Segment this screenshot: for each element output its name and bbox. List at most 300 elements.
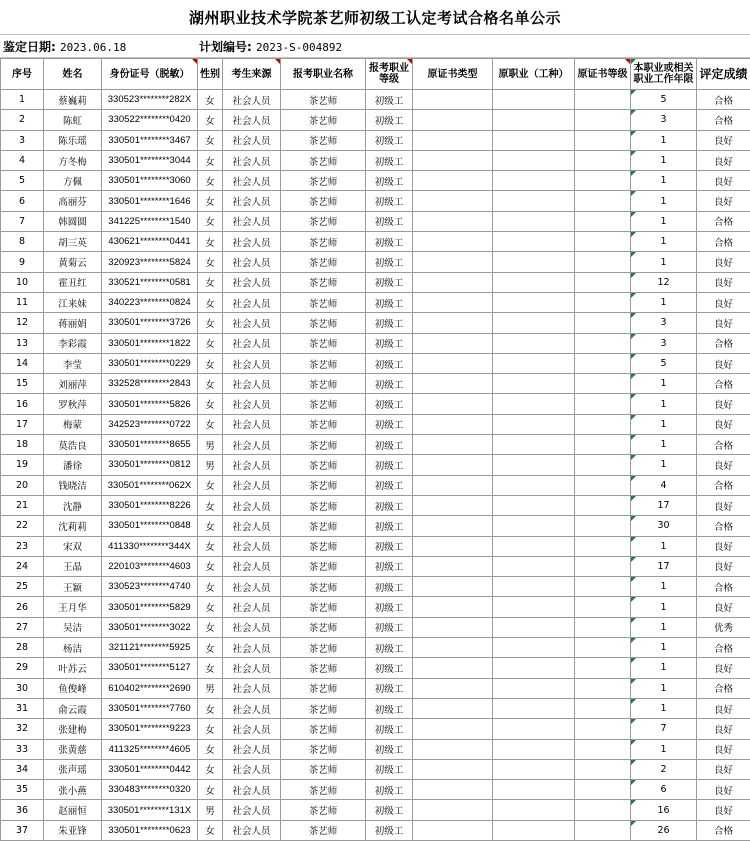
cell-orig-cert-level[interactable]	[575, 739, 631, 759]
cell-orig-cert-level[interactable]	[575, 414, 631, 434]
cell-result[interactable]: 良好	[697, 536, 750, 556]
cell-occupation[interactable]: 茶艺师	[281, 617, 366, 637]
cell-id-number[interactable]: 330501********0623	[102, 820, 198, 840]
cell-orig-cert-type[interactable]	[413, 698, 493, 718]
cell-level[interactable]: 初级工	[366, 272, 413, 292]
cell-index[interactable]: 16	[1, 394, 44, 414]
cell-orig-cert-type[interactable]	[413, 759, 493, 779]
cell-level[interactable]: 初级工	[366, 597, 413, 617]
cell-work-years[interactable]: 17	[631, 556, 697, 576]
cell-orig-cert-type[interactable]	[413, 414, 493, 434]
cell-gender[interactable]: 男	[198, 455, 223, 475]
cell-level[interactable]: 初级工	[366, 414, 413, 434]
cell-work-years[interactable]: 1	[631, 435, 697, 455]
cell-occupation[interactable]: 茶艺师	[281, 150, 366, 170]
cell-index[interactable]: 26	[1, 597, 44, 617]
cell-work-years[interactable]: 1	[631, 191, 697, 211]
cell-orig-cert-level[interactable]	[575, 516, 631, 536]
cell-gender[interactable]: 女	[198, 252, 223, 272]
cell-orig-cert-type[interactable]	[413, 232, 493, 252]
cell-name[interactable]: 张小燕	[44, 780, 102, 800]
cell-orig-occupation[interactable]	[493, 556, 575, 576]
cell-orig-cert-level[interactable]	[575, 232, 631, 252]
cell-source[interactable]: 社会人员	[223, 516, 281, 536]
cell-name[interactable]: 潘徐	[44, 455, 102, 475]
cell-source[interactable]: 社会人员	[223, 150, 281, 170]
cell-occupation[interactable]: 茶艺师	[281, 719, 366, 739]
cell-gender[interactable]: 女	[198, 374, 223, 394]
cell-id-number[interactable]: 342523********0722	[102, 414, 198, 434]
cell-name[interactable]: 陈虹	[44, 110, 102, 130]
cell-source[interactable]: 社会人员	[223, 455, 281, 475]
cell-name[interactable]: 韩圆圆	[44, 211, 102, 231]
cell-name[interactable]: 王晶	[44, 556, 102, 576]
cell-result[interactable]: 良好	[697, 130, 750, 150]
cell-orig-occupation[interactable]	[493, 536, 575, 556]
cell-orig-cert-level[interactable]	[575, 110, 631, 130]
cell-index[interactable]: 21	[1, 495, 44, 515]
cell-name[interactable]: 吴洁	[44, 617, 102, 637]
cell-name[interactable]: 蔡巍莉	[44, 90, 102, 110]
cell-source[interactable]: 社会人员	[223, 495, 281, 515]
cell-name[interactable]: 高丽芬	[44, 191, 102, 211]
cell-result[interactable]: 良好	[697, 394, 750, 414]
cell-name[interactable]: 罗秋萍	[44, 394, 102, 414]
cell-index[interactable]: 29	[1, 658, 44, 678]
cell-work-years[interactable]: 5	[631, 353, 697, 373]
cell-gender[interactable]: 女	[198, 719, 223, 739]
cell-id-number[interactable]: 330501********131X	[102, 800, 198, 820]
cell-gender[interactable]: 女	[198, 333, 223, 353]
cell-source[interactable]: 社会人员	[223, 597, 281, 617]
cell-level[interactable]: 初级工	[366, 516, 413, 536]
cell-result[interactable]: 良好	[697, 191, 750, 211]
cell-orig-cert-level[interactable]	[575, 638, 631, 658]
cell-id-number[interactable]: 330501********1646	[102, 191, 198, 211]
cell-occupation[interactable]: 茶艺师	[281, 292, 366, 312]
cell-index[interactable]: 3	[1, 130, 44, 150]
cell-orig-cert-level[interactable]	[575, 211, 631, 231]
cell-index[interactable]: 14	[1, 353, 44, 373]
cell-gender[interactable]: 女	[198, 820, 223, 840]
cell-name[interactable]: 俞云霞	[44, 698, 102, 718]
cell-work-years[interactable]: 1	[631, 252, 697, 272]
cell-source[interactable]: 社会人员	[223, 232, 281, 252]
cell-level[interactable]: 初级工	[366, 252, 413, 272]
cell-orig-cert-level[interactable]	[575, 313, 631, 333]
cell-index[interactable]: 22	[1, 516, 44, 536]
cell-source[interactable]: 社会人员	[223, 759, 281, 779]
cell-occupation[interactable]: 茶艺师	[281, 374, 366, 394]
cell-id-number[interactable]: 330501********3022	[102, 617, 198, 637]
cell-level[interactable]: 初级工	[366, 820, 413, 840]
cell-level[interactable]: 初级工	[366, 150, 413, 170]
cell-work-years[interactable]: 1	[631, 739, 697, 759]
cell-source[interactable]: 社会人员	[223, 211, 281, 231]
cell-occupation[interactable]: 茶艺师	[281, 698, 366, 718]
cell-orig-occupation[interactable]	[493, 252, 575, 272]
cell-result[interactable]: 合格	[697, 678, 750, 698]
cell-gender[interactable]: 男	[198, 435, 223, 455]
cell-gender[interactable]: 男	[198, 678, 223, 698]
cell-orig-cert-type[interactable]	[413, 394, 493, 414]
cell-result[interactable]: 优秀	[697, 617, 750, 637]
cell-id-number[interactable]: 430621********0441	[102, 232, 198, 252]
cell-source[interactable]: 社会人员	[223, 374, 281, 394]
cell-level[interactable]: 初级工	[366, 394, 413, 414]
cell-index[interactable]: 15	[1, 374, 44, 394]
cell-occupation[interactable]: 茶艺师	[281, 333, 366, 353]
cell-level[interactable]: 初级工	[366, 90, 413, 110]
cell-result[interactable]: 良好	[697, 495, 750, 515]
cell-index[interactable]: 8	[1, 232, 44, 252]
cell-orig-cert-type[interactable]	[413, 516, 493, 536]
cell-id-number[interactable]: 330501********3060	[102, 171, 198, 191]
cell-level[interactable]: 初级工	[366, 698, 413, 718]
cell-orig-cert-level[interactable]	[575, 617, 631, 637]
cell-level[interactable]: 初级工	[366, 617, 413, 637]
cell-result[interactable]: 良好	[697, 353, 750, 373]
cell-gender[interactable]: 女	[198, 211, 223, 231]
cell-orig-cert-type[interactable]	[413, 617, 493, 637]
cell-name[interactable]: 梅蒙	[44, 414, 102, 434]
cell-name[interactable]: 宋双	[44, 536, 102, 556]
cell-occupation[interactable]: 茶艺师	[281, 800, 366, 820]
cell-name[interactable]: 赵丽恒	[44, 800, 102, 820]
cell-gender[interactable]: 女	[198, 658, 223, 678]
cell-id-number[interactable]: 330501********062X	[102, 475, 198, 495]
cell-index[interactable]: 34	[1, 759, 44, 779]
cell-level[interactable]: 初级工	[366, 374, 413, 394]
cell-orig-cert-level[interactable]	[575, 475, 631, 495]
cell-orig-cert-level[interactable]	[575, 333, 631, 353]
cell-source[interactable]: 社会人员	[223, 820, 281, 840]
cell-id-number[interactable]: 330501********1822	[102, 333, 198, 353]
cell-work-years[interactable]: 3	[631, 333, 697, 353]
cell-work-years[interactable]: 7	[631, 719, 697, 739]
cell-orig-cert-level[interactable]	[575, 678, 631, 698]
cell-result[interactable]: 合格	[697, 435, 750, 455]
cell-orig-cert-type[interactable]	[413, 171, 493, 191]
cell-orig-cert-type[interactable]	[413, 191, 493, 211]
cell-id-number[interactable]: 330523********4740	[102, 577, 198, 597]
cell-source[interactable]: 社会人员	[223, 394, 281, 414]
cell-work-years[interactable]: 2	[631, 759, 697, 779]
cell-work-years[interactable]: 1	[631, 414, 697, 434]
cell-orig-cert-level[interactable]	[575, 90, 631, 110]
cell-index[interactable]: 6	[1, 191, 44, 211]
cell-orig-cert-type[interactable]	[413, 597, 493, 617]
cell-work-years[interactable]: 1	[631, 678, 697, 698]
cell-orig-occupation[interactable]	[493, 658, 575, 678]
cell-occupation[interactable]: 茶艺师	[281, 739, 366, 759]
cell-work-years[interactable]: 1	[631, 577, 697, 597]
cell-level[interactable]: 初级工	[366, 333, 413, 353]
cell-id-number[interactable]: 330501********5829	[102, 597, 198, 617]
cell-level[interactable]: 初级工	[366, 455, 413, 475]
cell-source[interactable]: 社会人员	[223, 435, 281, 455]
cell-gender[interactable]: 女	[198, 90, 223, 110]
cell-result[interactable]: 合格	[697, 577, 750, 597]
cell-orig-cert-level[interactable]	[575, 658, 631, 678]
cell-id-number[interactable]: 330522********0420	[102, 110, 198, 130]
cell-result[interactable]: 合格	[697, 638, 750, 658]
cell-index[interactable]: 37	[1, 820, 44, 840]
cell-gender[interactable]: 女	[198, 171, 223, 191]
cell-name[interactable]: 张黄慈	[44, 739, 102, 759]
cell-work-years[interactable]: 1	[631, 292, 697, 312]
cell-work-years[interactable]: 1	[631, 211, 697, 231]
cell-level[interactable]: 初级工	[366, 292, 413, 312]
cell-occupation[interactable]: 茶艺师	[281, 455, 366, 475]
cell-orig-occupation[interactable]	[493, 516, 575, 536]
cell-occupation[interactable]: 茶艺师	[281, 232, 366, 252]
cell-occupation[interactable]: 茶艺师	[281, 536, 366, 556]
cell-index[interactable]: 19	[1, 455, 44, 475]
cell-occupation[interactable]: 茶艺师	[281, 191, 366, 211]
cell-work-years[interactable]: 4	[631, 475, 697, 495]
cell-occupation[interactable]: 茶艺师	[281, 353, 366, 373]
cell-orig-cert-level[interactable]	[575, 780, 631, 800]
cell-index[interactable]: 36	[1, 800, 44, 820]
cell-gender[interactable]: 女	[198, 739, 223, 759]
cell-orig-cert-level[interactable]	[575, 130, 631, 150]
cell-source[interactable]: 社会人员	[223, 333, 281, 353]
cell-source[interactable]: 社会人员	[223, 556, 281, 576]
cell-result[interactable]: 良好	[697, 252, 750, 272]
cell-level[interactable]: 初级工	[366, 353, 413, 373]
cell-gender[interactable]: 女	[198, 597, 223, 617]
cell-occupation[interactable]: 茶艺师	[281, 110, 366, 130]
cell-index[interactable]: 5	[1, 171, 44, 191]
cell-id-number[interactable]: 330501********0812	[102, 455, 198, 475]
cell-gender[interactable]: 女	[198, 110, 223, 130]
cell-source[interactable]: 社会人员	[223, 292, 281, 312]
cell-orig-occupation[interactable]	[493, 800, 575, 820]
cell-index[interactable]: 33	[1, 739, 44, 759]
cell-orig-cert-type[interactable]	[413, 292, 493, 312]
cell-occupation[interactable]: 茶艺师	[281, 556, 366, 576]
cell-orig-occupation[interactable]	[493, 171, 575, 191]
cell-occupation[interactable]: 茶艺师	[281, 130, 366, 150]
cell-result[interactable]: 合格	[697, 820, 750, 840]
cell-level[interactable]: 初级工	[366, 211, 413, 231]
cell-id-number[interactable]: 330501********0442	[102, 759, 198, 779]
cell-name[interactable]: 叶苏云	[44, 658, 102, 678]
cell-orig-cert-type[interactable]	[413, 556, 493, 576]
cell-orig-cert-type[interactable]	[413, 333, 493, 353]
cell-index[interactable]: 18	[1, 435, 44, 455]
cell-orig-occupation[interactable]	[493, 617, 575, 637]
cell-id-number[interactable]: 321121********5925	[102, 638, 198, 658]
cell-result[interactable]: 良好	[697, 556, 750, 576]
cell-level[interactable]: 初级工	[366, 638, 413, 658]
cell-occupation[interactable]: 茶艺师	[281, 90, 366, 110]
cell-id-number[interactable]: 610402********2690	[102, 678, 198, 698]
cell-level[interactable]: 初级工	[366, 191, 413, 211]
cell-work-years[interactable]: 1	[631, 698, 697, 718]
cell-source[interactable]: 社会人员	[223, 658, 281, 678]
cell-result[interactable]: 良好	[697, 780, 750, 800]
cell-orig-occupation[interactable]	[493, 394, 575, 414]
cell-name[interactable]: 李彩霞	[44, 333, 102, 353]
cell-name[interactable]: 李莹	[44, 353, 102, 373]
cell-index[interactable]: 30	[1, 678, 44, 698]
cell-orig-cert-type[interactable]	[413, 780, 493, 800]
cell-name[interactable]: 方冬梅	[44, 150, 102, 170]
cell-orig-cert-level[interactable]	[575, 800, 631, 820]
cell-source[interactable]: 社会人员	[223, 414, 281, 434]
cell-source[interactable]: 社会人员	[223, 739, 281, 759]
cell-orig-cert-level[interactable]	[575, 252, 631, 272]
cell-orig-occupation[interactable]	[493, 130, 575, 150]
cell-orig-cert-level[interactable]	[575, 272, 631, 292]
cell-result[interactable]: 良好	[697, 272, 750, 292]
cell-gender[interactable]: 女	[198, 150, 223, 170]
cell-orig-cert-type[interactable]	[413, 211, 493, 231]
cell-orig-cert-type[interactable]	[413, 638, 493, 658]
cell-name[interactable]: 莫浩良	[44, 435, 102, 455]
cell-id-number[interactable]: 330501********9223	[102, 719, 198, 739]
cell-orig-cert-level[interactable]	[575, 719, 631, 739]
cell-result[interactable]: 合格	[697, 90, 750, 110]
cell-index[interactable]: 13	[1, 333, 44, 353]
cell-id-number[interactable]: 330501********8226	[102, 495, 198, 515]
cell-orig-cert-level[interactable]	[575, 495, 631, 515]
cell-name[interactable]: 鱼俊峰	[44, 678, 102, 698]
cell-result[interactable]: 良好	[697, 739, 750, 759]
cell-orig-occupation[interactable]	[493, 90, 575, 110]
cell-id-number[interactable]: 220103********4603	[102, 556, 198, 576]
cell-work-years[interactable]: 30	[631, 516, 697, 536]
cell-index[interactable]: 28	[1, 638, 44, 658]
cell-orig-occupation[interactable]	[493, 780, 575, 800]
cell-result[interactable]: 合格	[697, 211, 750, 231]
cell-id-number[interactable]: 320923********5824	[102, 252, 198, 272]
cell-index[interactable]: 10	[1, 272, 44, 292]
cell-name[interactable]: 杨洁	[44, 638, 102, 658]
cell-gender[interactable]: 女	[198, 394, 223, 414]
cell-id-number[interactable]: 330501********7760	[102, 698, 198, 718]
cell-orig-cert-level[interactable]	[575, 820, 631, 840]
cell-orig-cert-level[interactable]	[575, 150, 631, 170]
cell-occupation[interactable]: 茶艺师	[281, 820, 366, 840]
cell-orig-occupation[interactable]	[493, 150, 575, 170]
cell-orig-occupation[interactable]	[493, 577, 575, 597]
cell-occupation[interactable]: 茶艺师	[281, 597, 366, 617]
cell-orig-occupation[interactable]	[493, 475, 575, 495]
cell-result[interactable]: 良好	[697, 150, 750, 170]
cell-orig-cert-level[interactable]	[575, 191, 631, 211]
cell-index[interactable]: 2	[1, 110, 44, 130]
cell-result[interactable]: 合格	[697, 475, 750, 495]
cell-index[interactable]: 12	[1, 313, 44, 333]
cell-level[interactable]: 初级工	[366, 475, 413, 495]
cell-occupation[interactable]: 茶艺师	[281, 475, 366, 495]
cell-level[interactable]: 初级工	[366, 232, 413, 252]
cell-occupation[interactable]: 茶艺师	[281, 658, 366, 678]
cell-orig-cert-type[interactable]	[413, 353, 493, 373]
cell-gender[interactable]: 女	[198, 475, 223, 495]
cell-work-years[interactable]: 1	[631, 130, 697, 150]
cell-source[interactable]: 社会人员	[223, 252, 281, 272]
cell-work-years[interactable]: 1	[631, 232, 697, 252]
cell-source[interactable]: 社会人员	[223, 678, 281, 698]
cell-gender[interactable]: 女	[198, 130, 223, 150]
cell-occupation[interactable]: 茶艺师	[281, 272, 366, 292]
cell-work-years[interactable]: 1	[631, 150, 697, 170]
cell-orig-cert-type[interactable]	[413, 435, 493, 455]
cell-level[interactable]: 初级工	[366, 171, 413, 191]
cell-orig-cert-level[interactable]	[575, 353, 631, 373]
cell-work-years[interactable]: 1	[631, 374, 697, 394]
cell-orig-occupation[interactable]	[493, 495, 575, 515]
cell-name[interactable]: 张建梅	[44, 719, 102, 739]
cell-source[interactable]: 社会人员	[223, 800, 281, 820]
cell-work-years[interactable]: 17	[631, 495, 697, 515]
cell-index[interactable]: 31	[1, 698, 44, 718]
cell-source[interactable]: 社会人员	[223, 130, 281, 150]
cell-orig-cert-level[interactable]	[575, 759, 631, 779]
cell-orig-cert-type[interactable]	[413, 130, 493, 150]
cell-name[interactable]: 胡三英	[44, 232, 102, 252]
cell-result[interactable]: 良好	[697, 800, 750, 820]
cell-index[interactable]: 17	[1, 414, 44, 434]
cell-id-number[interactable]: 332528********2843	[102, 374, 198, 394]
cell-id-number[interactable]: 330501********3044	[102, 150, 198, 170]
cell-work-years[interactable]: 1	[631, 171, 697, 191]
cell-orig-occupation[interactable]	[493, 353, 575, 373]
cell-orig-occupation[interactable]	[493, 110, 575, 130]
cell-result[interactable]: 合格	[697, 516, 750, 536]
cell-level[interactable]: 初级工	[366, 435, 413, 455]
cell-work-years[interactable]: 3	[631, 313, 697, 333]
cell-source[interactable]: 社会人员	[223, 110, 281, 130]
cell-occupation[interactable]: 茶艺师	[281, 252, 366, 272]
cell-orig-cert-type[interactable]	[413, 110, 493, 130]
cell-work-years[interactable]: 1	[631, 394, 697, 414]
cell-id-number[interactable]: 340223********0824	[102, 292, 198, 312]
cell-orig-cert-level[interactable]	[575, 597, 631, 617]
cell-orig-cert-type[interactable]	[413, 495, 493, 515]
cell-id-number[interactable]: 330501********0848	[102, 516, 198, 536]
cell-orig-cert-type[interactable]	[413, 719, 493, 739]
cell-name[interactable]: 陈乐瑶	[44, 130, 102, 150]
cell-index[interactable]: 35	[1, 780, 44, 800]
cell-gender[interactable]: 男	[198, 800, 223, 820]
cell-name[interactable]: 王颖	[44, 577, 102, 597]
cell-gender[interactable]: 女	[198, 577, 223, 597]
cell-orig-cert-type[interactable]	[413, 658, 493, 678]
cell-orig-cert-type[interactable]	[413, 90, 493, 110]
cell-orig-occupation[interactable]	[493, 191, 575, 211]
cell-orig-cert-level[interactable]	[575, 374, 631, 394]
cell-gender[interactable]: 女	[198, 495, 223, 515]
cell-orig-cert-type[interactable]	[413, 455, 493, 475]
cell-orig-cert-type[interactable]	[413, 475, 493, 495]
cell-level[interactable]: 初级工	[366, 313, 413, 333]
cell-gender[interactable]: 女	[198, 272, 223, 292]
cell-result[interactable]: 合格	[697, 110, 750, 130]
cell-occupation[interactable]: 茶艺师	[281, 211, 366, 231]
cell-id-number[interactable]: 330523********282X	[102, 90, 198, 110]
cell-occupation[interactable]: 茶艺师	[281, 414, 366, 434]
cell-orig-cert-level[interactable]	[575, 394, 631, 414]
cell-orig-occupation[interactable]	[493, 597, 575, 617]
cell-id-number[interactable]: 341225********1540	[102, 211, 198, 231]
cell-name[interactable]: 蒋丽娟	[44, 313, 102, 333]
cell-name[interactable]: 张声瑶	[44, 759, 102, 779]
